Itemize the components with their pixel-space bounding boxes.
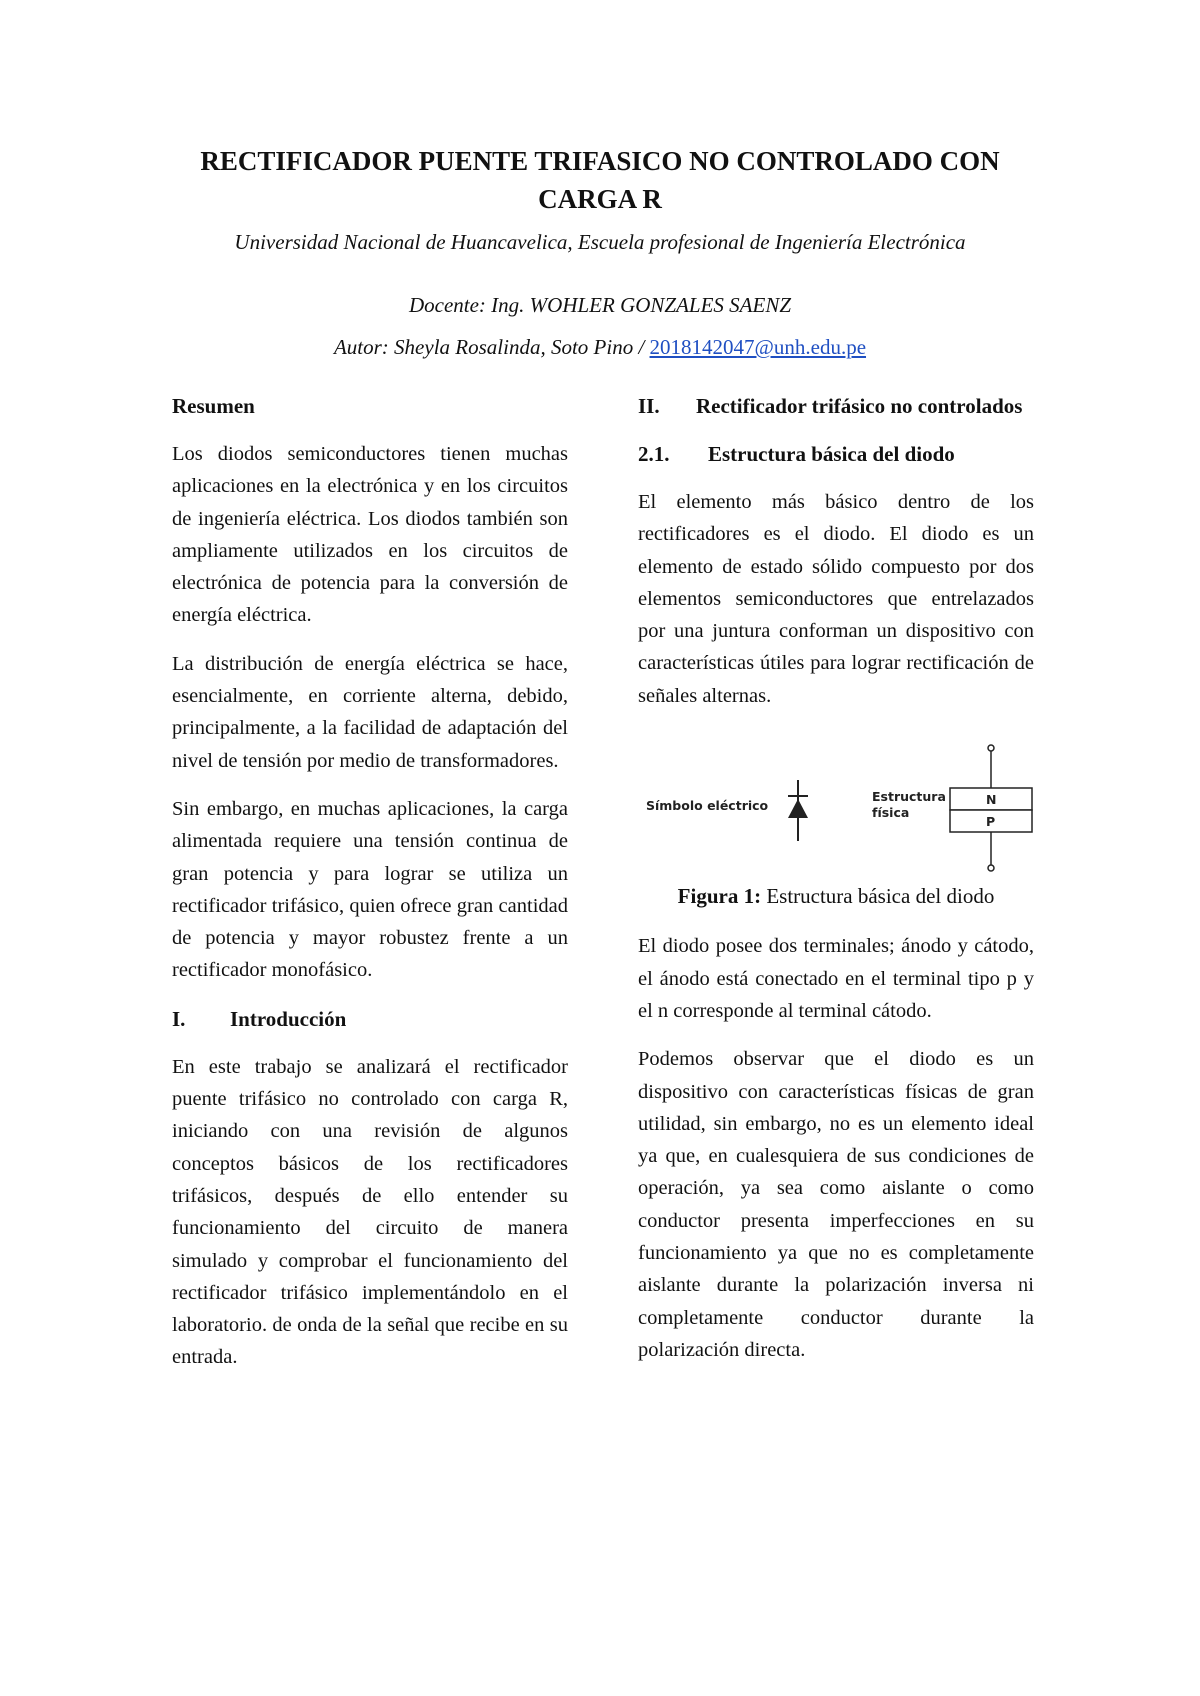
diode-symbol-icon bbox=[788, 780, 808, 841]
resumen-paragraph-2: La distribución de energía eléctrica se hace, esencialmente, en corriente alterna, debido, principalmente, a la facilidad de adaptación del nivel de tensión por medio de transformadores. bbox=[172, 652, 568, 772]
resumen-heading: Resumen bbox=[172, 394, 255, 418]
intro-paragraph: En este trabajo se analizará el rectificador puente trifásico no controlado con carga R, iniciando con una revisión de algunos conceptos básicos de los rectificadores trifásicos, después de ello entender su funcionamiento del circuito de manera simulado y comprobar el funcionamiento del rectificador trifásico implementándolo en el laboratorio. de onda de la señal que recibe en su entrada. bbox=[172, 1055, 568, 1369]
intro-heading bbox=[172, 1003, 568, 1035]
structure-label-1: Estructura bbox=[872, 789, 946, 805]
section-2-number: II. bbox=[638, 394, 660, 418]
docente-line: Docente: Ing. WOHLER GONZALES SAENZ bbox=[408, 293, 792, 317]
figure-caption bbox=[638, 880, 1034, 912]
section-2-1-title: Estructura básica del diodo bbox=[708, 442, 955, 466]
author-line bbox=[0, 333, 1200, 361]
section-2-1-heading bbox=[638, 438, 1034, 470]
diode-paragraph-1: El elemento más básico dentro de los rectificadores es el diodo. El diodo es un elemento de estado sólido compuesto por dos elementos semiconductores que entrelazados por una juntura conforman un dispositivo con características útiles para lograr rectificación de señales alternas. bbox=[638, 491, 1034, 707]
n-region-label: N bbox=[986, 792, 997, 808]
author-name: Autor: Sheyla Rosalinda, Soto Pino / bbox=[333, 335, 650, 359]
caption-label: Figura 1: bbox=[677, 884, 762, 909]
title-line-2: CARGA R bbox=[538, 184, 662, 214]
pn-structure-icon bbox=[950, 745, 1032, 871]
intro-number: I. bbox=[172, 1006, 186, 1031]
resumen-paragraph-1: Los diodos semiconductores tienen muchas aplicaciones en la electrónica y en los circuitos de ingeniería eléctrica. Los diodos también son ampliamente utilizados en los circuitos de electrónica de potencia para la conversión de energía eléctrica. bbox=[172, 443, 568, 627]
caption-text: Estructura básica del diodo bbox=[761, 884, 995, 909]
paper-title bbox=[0, 142, 1200, 218]
p-region-label: P bbox=[986, 814, 996, 830]
resumen-paragraph-3: Sin embargo, en muchas aplicaciones, la carga alimentada requiere una tensión continua de gran potencia y para lograr se utiliza un rectificador trifásico, quien ofrece gran cantidad de potencia y mayor robustez frente a un rectificador monofásico. bbox=[172, 797, 568, 982]
author-email-link[interactable]: 2018142047@unh.edu.pe bbox=[649, 335, 867, 359]
diode-paragraph-3: Podemos observar que el diodo es un dispositivo con características físicas de gran utilidad, sin embargo, no es un elemento ideal ya que, en cualesquiera de sus condiciones de operación, ya sea como aislante o como conductor presenta imperfecciones en su funcionamiento ya que no es completamente aislante durante la polarización inversa ni completamente conductor durante la polarización directa. bbox=[638, 1048, 1034, 1361]
title-line-1: RECTIFICADOR PUENTE TRIFASICO NO CONTROLADO CON bbox=[200, 146, 1000, 176]
diode-paragraph-2: El diodo posee dos terminales; ánodo y cátodo, el ánodo está conectado en el terminal tipo p y el n corresponde al terminal cátodo. bbox=[638, 935, 1034, 1022]
section-2-title: Rectificador trifásico no controlados bbox=[696, 394, 1023, 418]
affiliation: Universidad Nacional de Huancavelica, Escuela profesional de Ingeniería Electrónica bbox=[234, 230, 966, 254]
section-2-heading bbox=[638, 390, 1034, 422]
left-column bbox=[172, 390, 568, 1390]
symbol-label: Símbolo eléctrico bbox=[646, 798, 769, 814]
diode-figure bbox=[638, 728, 1034, 876]
right-column bbox=[638, 390, 1034, 1382]
intro-title: Introducción bbox=[230, 1006, 347, 1031]
diode-figure-drawing bbox=[638, 728, 1034, 876]
section-2-1-number: 2.1. bbox=[638, 442, 670, 466]
structure-label-2: física bbox=[872, 805, 910, 821]
